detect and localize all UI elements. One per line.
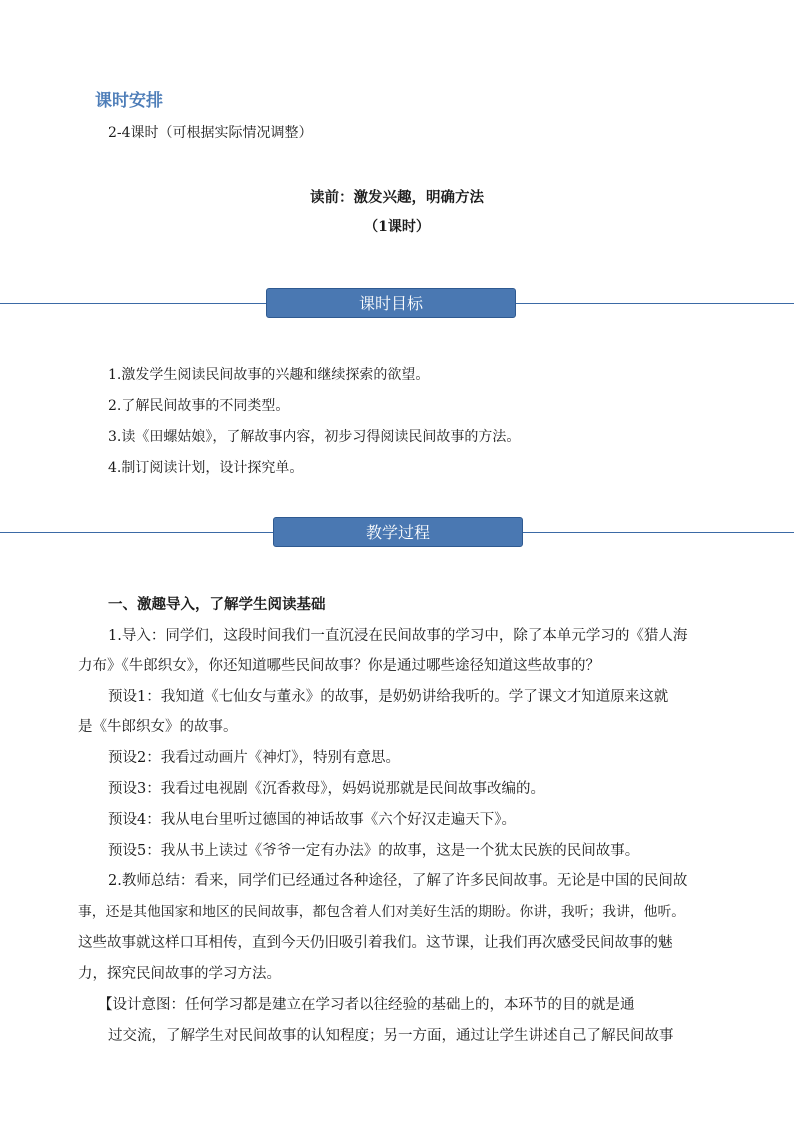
lesson-title: 读前：激发兴趣，明确方法 xyxy=(310,189,484,206)
duration-note: 2-4课时（可根据实际情况调整） xyxy=(108,125,313,141)
body-line: 预设4：我从电台里听过德国的神话故事《六个好汉走遍天下》。 xyxy=(108,812,516,828)
body-line: 预设2：我看过动画片《神灯》，特别有意思。 xyxy=(108,750,400,766)
process-heading: 一、激趣导入，了解学生阅读基础 xyxy=(108,596,326,613)
body-line: 这些故事就这样口耳相传，直到今天仍旧吸引着我们。这节课，让我们再次感受民间故事的魅 xyxy=(78,935,673,951)
process-banner: 教学过程 xyxy=(273,517,523,547)
objective-item: 1.激发学生阅读民间故事的兴趣和继续探索的欲望。 xyxy=(108,367,430,383)
section-title: 课时安排 xyxy=(95,91,163,111)
lesson-hours: （1课时） xyxy=(364,219,430,235)
body-line: 预设3：我看过电视剧《沉香救母》，妈妈说那就是民间故事改编的。 xyxy=(108,781,545,797)
objective-item: 4.制订阅读计划，设计探究单。 xyxy=(108,460,304,476)
body-line: 2.教师总结：看来，同学们已经通过各种途径，了解了许多民间故事。无论是中国的民间故 xyxy=(108,873,688,889)
design-intent-line: 【设计意图：任何学习都是建立在学习者以往经验的基础上的，本环节的目的就是通 xyxy=(98,997,635,1013)
objective-item: 2.了解民间故事的不同类型。 xyxy=(108,398,290,414)
body-line: 力，探究民间故事的学习方法。 xyxy=(78,966,281,982)
body-line: 1.导入：同学们，这段时间我们一直沉浸在民间故事的学习中，除了本单元学习的《猎人海 xyxy=(108,628,688,644)
body-line: 是《牛郎织女》的故事。 xyxy=(78,719,238,735)
body-line: 力布》《牛郎织女》，你还知道哪些民间故事？你是通过哪些途径知道这些故事的？ xyxy=(78,658,600,674)
design-intent-line: 过交流，了解学生对民间故事的认知程度；另一方面，通过让学生讲述自己了解民间故事 xyxy=(108,1028,674,1044)
body-line: 事，还是其他国家和地区的民间故事，都包含着人们对美好生活的期盼。你讲，我听；我讲，他听。 xyxy=(78,904,686,920)
objectives-banner: 课时目标 xyxy=(266,288,516,318)
body-line: 预设5：我从书上读过《爷爷一定有办法》的故事，这是一个犹太民族的民间故事。 xyxy=(108,843,640,859)
body-line: 预设1：我知道《七仙女与董永》的故事，是奶奶讲给我听的。学了课文才知道原来这就 xyxy=(108,689,669,705)
objective-item: 3.读《田螺姑娘》，了解故事内容，初步习得阅读民间故事的方法。 xyxy=(108,429,521,445)
